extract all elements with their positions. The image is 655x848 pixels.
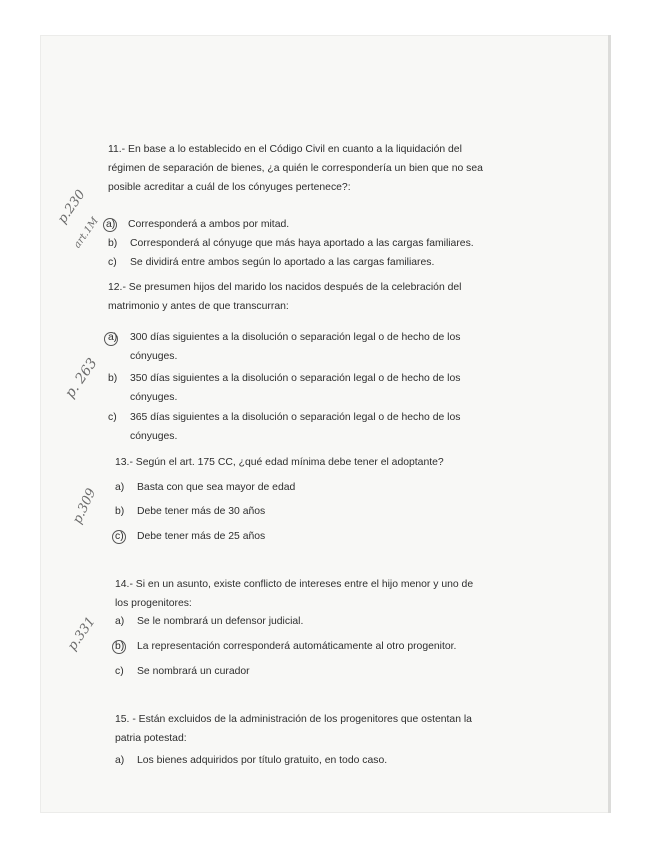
option-letter: a) [115,755,125,766]
question-13-option-a [115,478,295,497]
question-12-option-a [108,328,460,366]
option-letter: c) [108,257,117,268]
option-letter: b) [108,238,118,249]
question-15-line-1: 15. - Están excluidos de la administración de los progenitores que ostentan la [115,714,472,725]
option-text-continued: cónyuges. [130,351,178,362]
option-letter: c) [108,412,117,423]
option-text: Se dividirá entre ambos según lo aportado a las cargas familiares. [130,257,435,268]
handwritten-note-p230: p.230 [55,187,89,227]
answer-circle-q11-a [103,218,117,232]
option-text: Debe tener más de 25 años [137,531,266,542]
option-text: Se le nombrará un defensor judicial. [137,616,304,627]
option-letter: c) [115,666,124,677]
option-letter: b) [108,373,118,384]
option-text: La representación corresponderá automáticamente al otro progenitor. [137,641,457,652]
question-12-line-1: 12.- Se presumen hijos del marido los nacidos después de la celebración del [108,282,462,293]
option-text: Basta con que sea mayor de edad [137,482,296,493]
question-11-option-a [106,215,289,234]
option-text: 365 días siguientes a la disolución o separación legal o de hecho de los [130,412,461,423]
question-14-option-c [115,662,250,681]
question-11-line-3: posible acreditar a cuál de los cónyuges pertenece?: [108,182,351,193]
option-text: Corresponderá a ambos por mitad. [128,219,290,230]
option-letter: b) [115,641,125,652]
question-15-line-2: patria potestad: [115,733,187,744]
answer-circle-q12-a [104,332,118,346]
handwritten-note-p263: p. 263 [62,355,101,402]
question-15-text [115,710,515,748]
option-text-continued: cónyuges. [130,392,178,403]
question-13-option-b [115,502,265,521]
option-letter: a) [115,482,125,493]
option-letter: a) [108,332,118,343]
option-letter: c) [115,531,124,542]
question-14-option-a [115,612,303,631]
handwritten-note-p309: p.309 [70,486,100,527]
question-12-option-c [108,408,460,446]
option-letter: a) [115,616,125,627]
page-edge [608,35,611,813]
option-letter: a) [106,219,116,230]
question-15-option-a [115,751,387,770]
option-letter: b) [115,506,125,517]
question-13-option-c [115,527,265,546]
question-11-option-c [108,253,434,272]
option-text: Los bienes adquiridos por título gratuito, en todo caso. [137,755,388,766]
question-11-text [108,140,518,197]
question-11-line-1: 11.- En base a lo establecido en el Código Civil en cuanto a la liquidación del [108,144,462,155]
option-text-continued: cónyuges. [130,431,178,442]
option-text: Se nombrará un curador [137,666,250,677]
option-text: 300 días siguientes a la disolución o separación legal o de hecho de los [130,332,461,343]
question-14-text [115,575,515,613]
handwritten-note-art: art.1M [72,215,101,251]
question-12-option-b [108,369,460,407]
answer-circle-q13-c [112,530,126,544]
question-12-line-2: matrimonio y antes de que transcurran: [108,301,289,312]
handwritten-note-p331: p.331 [65,614,99,654]
question-14-option-b [115,637,456,656]
question-13-line-1: 13.- Según el art. 175 CC, ¿qué edad mínima debe tener el adoptante? [115,457,444,468]
question-13-text [115,453,515,472]
question-12-text [108,278,518,316]
question-14-line-1: 14.- Si en un asunto, existe conflicto de intereses entre el hijo menor y uno de [115,579,474,590]
option-text: Debe tener más de 30 años [137,506,266,517]
option-text: 350 días siguientes a la disolución o separación legal o de hecho de los [130,373,461,384]
question-11-option-b [108,234,474,253]
question-14-line-2: los progenitores: [115,598,192,609]
option-text: Corresponderá al cónyuge que más haya aportado a las cargas familiares. [130,238,474,249]
question-11-line-2: régimen de separación de bienes, ¿a quién le correspondería un bien que no sea [108,163,483,174]
answer-circle-q14-b [112,640,126,654]
